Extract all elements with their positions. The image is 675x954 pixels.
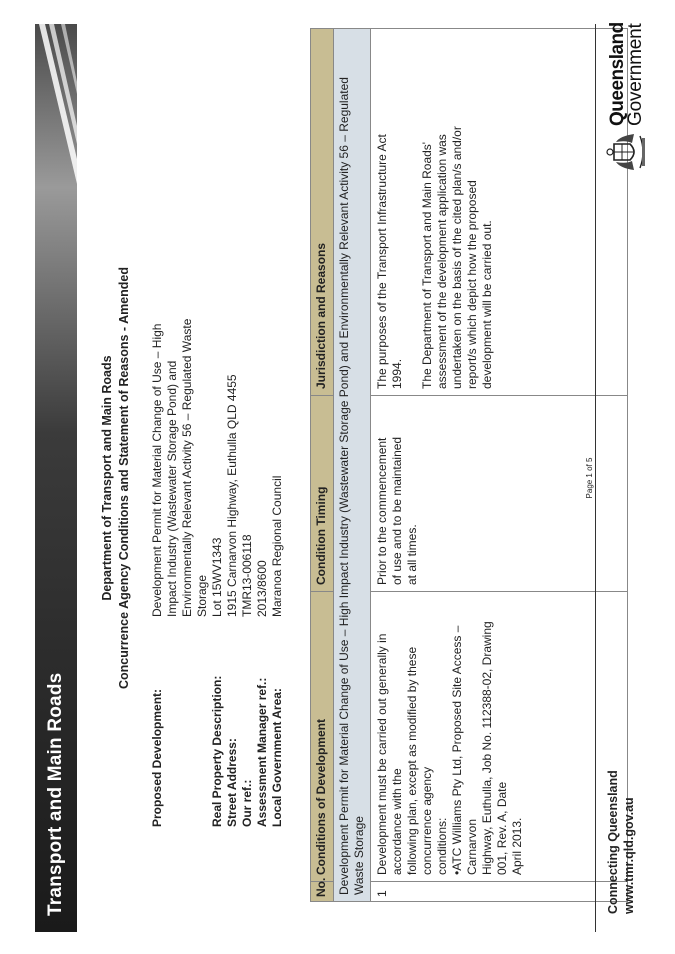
section-title-row <box>334 29 371 901</box>
column-header-jurisdiction: Jurisdiction and Reasons <box>314 242 328 389</box>
section-title-line: Waste Storage <box>352 816 366 895</box>
reason-line: report/s which depict how the proposed <box>465 180 479 389</box>
timing-line: of use and to be maintained <box>390 436 404 585</box>
document-subtitle: Concurrence Agency Conditions and Statement of Reasons - Amended <box>117 266 131 690</box>
detail-value: TMR13-006118 <box>240 534 254 617</box>
coat-of-arms-icon <box>604 130 650 174</box>
page-number: Page 1 of 5 <box>585 457 594 499</box>
section-title-line: Development Permit for Material Change of Use – High Impact Industry (Wastewater Storage Pond) and Environmentally Relevant Activity 56 – Regulated <box>337 77 351 895</box>
detail-value: 2013/8600 <box>255 560 269 617</box>
reason-line: The Department of Transport and Main Roads' <box>420 141 434 389</box>
connecting-queensland: Connecting Queensland <box>606 770 620 914</box>
reason-line: assessment of the development application was <box>435 134 449 389</box>
detail-label: Assessment Manager ref.: <box>255 677 269 827</box>
detail-value: Lot 15WV1343 <box>210 537 224 617</box>
real-property-row <box>210 127 225 827</box>
condition-line: following plan, except as modified by these concurrence agency <box>405 646 434 875</box>
condition-line: Highway, Euthulla, Job No. 112388-02, Drawing 001, Rev. A, Date <box>480 621 509 875</box>
timing-line: at all times. <box>405 524 419 585</box>
value-line: Development Permit for Material Change of Use – High <box>150 323 164 617</box>
proposed-development-row <box>150 127 210 827</box>
swoosh-graphic <box>35 24 77 244</box>
value-line: Environmentally Relevant Activity 56 – Regulated Waste <box>180 318 194 617</box>
assessment-manager-ref-row <box>255 127 270 827</box>
footer-divider <box>595 24 596 932</box>
document-title: Department of Transport and Main Roads <box>100 355 114 601</box>
reason-line: development will be carried out. <box>480 220 494 389</box>
value-line: Impact Industry (Wastewater Storage Pond) and <box>165 360 179 617</box>
our-ref-row <box>240 127 255 827</box>
detail-label: Real Property Description: <box>210 675 224 827</box>
detail-label: Proposed Development: <box>150 688 164 827</box>
detail-value <box>150 207 210 617</box>
government-wordmark <box>609 22 645 126</box>
value-line: Storage <box>195 574 209 617</box>
street-address-row <box>225 127 240 827</box>
detail-value: 1915 Carnarvon Highway, Euthulla QLD 4455 <box>225 374 239 617</box>
reason-line: 1994. <box>390 358 404 389</box>
reason-line: undertaken on the basis of the cited plan/s and/or <box>450 126 464 389</box>
development-details <box>150 127 285 827</box>
detail-label: Street Address: <box>225 738 239 827</box>
agency-name: Transport and Main Roads <box>45 672 66 916</box>
gov-name: Queensland <box>607 22 628 126</box>
column-header-timing: Condition Timing <box>311 395 333 591</box>
local-government-row <box>270 127 285 827</box>
queensland-government-logo <box>604 22 650 174</box>
footer-tagline <box>605 770 637 914</box>
conditions-table <box>310 28 628 902</box>
condition-line: •ATC Williams Pty Ltd, Proposed Site Access – Carnarvon <box>450 625 479 875</box>
gov-sub: Government <box>625 23 646 126</box>
detail-label: Our ref.: <box>240 779 254 827</box>
detail-label: Local Government Area: <box>270 688 284 827</box>
header-band <box>35 24 77 932</box>
timing-line: Prior to the commencement <box>375 437 389 585</box>
row-number: 1 <box>371 881 627 901</box>
condition-line: April 2013. <box>510 817 524 875</box>
column-header-no: No. <box>311 881 333 901</box>
detail-value: Maranoa Regional Council <box>270 475 284 617</box>
condition-line: conditions: <box>435 817 449 875</box>
column-header-conditions: Conditions of Development <box>311 591 333 881</box>
website-link[interactable]: www.tmr.qld.gov.au <box>622 797 636 914</box>
reason-line: The purposes of the Transport Infrastructure Act <box>375 134 389 389</box>
condition-line: Development must be carried out generally in accordance with the <box>375 633 404 875</box>
table-header-row <box>311 29 334 901</box>
